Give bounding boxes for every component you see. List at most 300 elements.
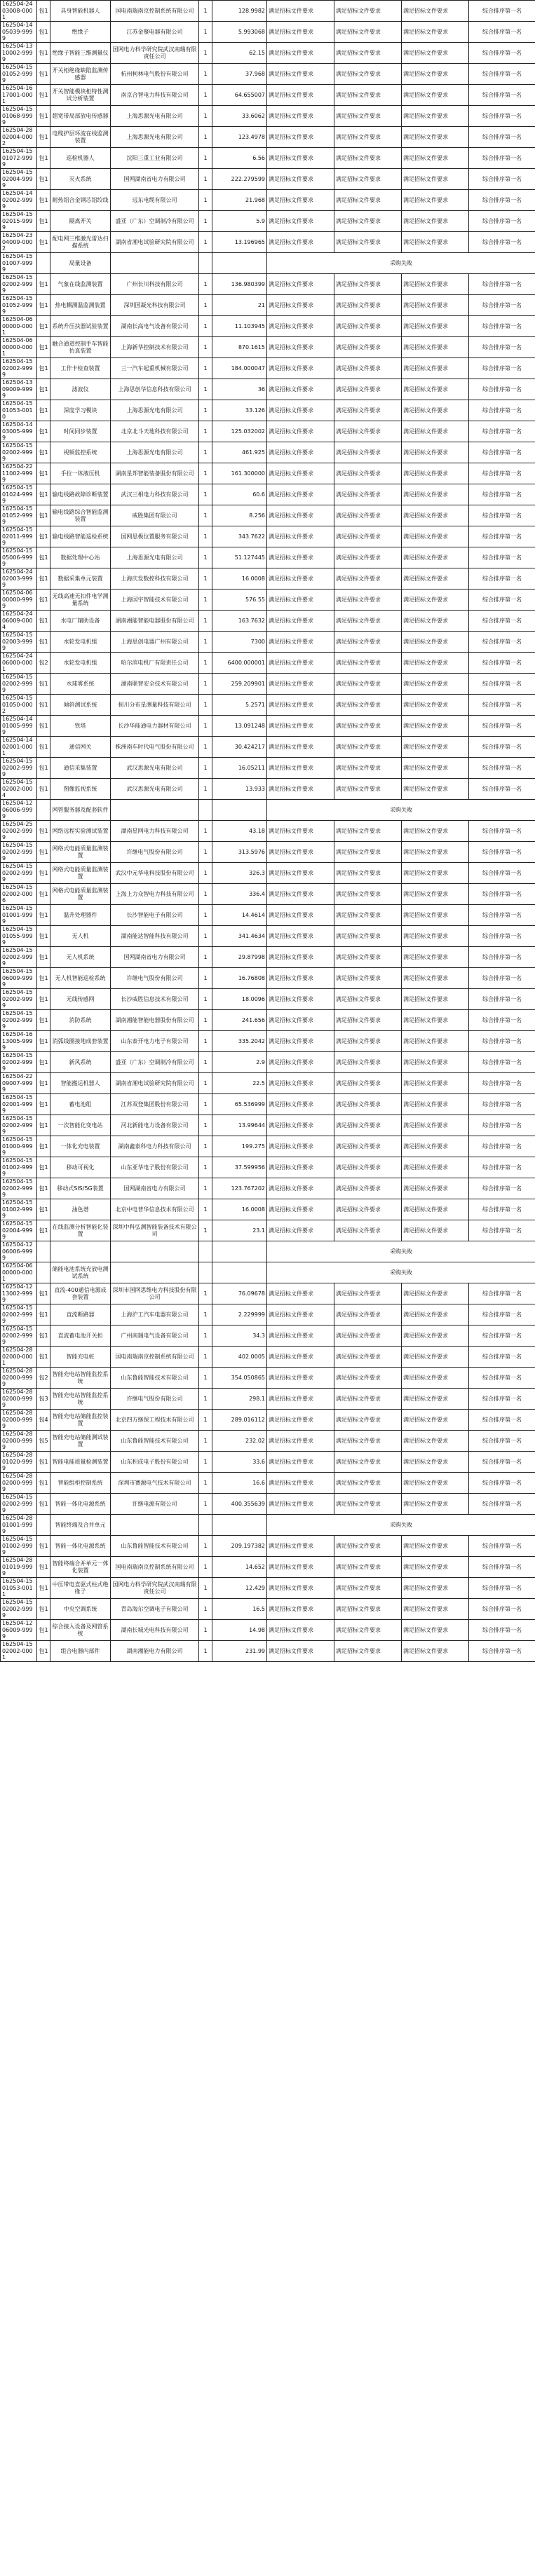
item-code: 162504-1405039-9999 (1, 22, 37, 43)
review-result-3: 满足招标文件要求 (402, 442, 469, 463)
ranking: 综合排序第一名 (469, 947, 535, 968)
review-result-2: 满足招标文件要求 (334, 989, 402, 1010)
table-row (1, 842, 535, 863)
item-code: 162504-1501053-0011 (1, 1578, 37, 1599)
ranking: 综合排序第一名 (469, 926, 535, 947)
bid-price: 576.55 (212, 590, 267, 611)
product-name: 开关柜绝缘缺陷监测传感器 (50, 64, 111, 85)
review-result-2: 满足招标文件要求 (334, 400, 402, 421)
procurement-status: 采购失败 (267, 1515, 535, 1536)
package-number: 包1 (37, 337, 50, 358)
review-result-1: 满足招标文件要求 (267, 1178, 334, 1199)
package-number: 包1 (37, 1283, 50, 1304)
bid-price: 21.968 (212, 190, 267, 211)
table-row (1, 106, 535, 127)
item-code: 162504-1501068-9999 (1, 106, 37, 127)
review-result-1: 满足招标文件要求 (267, 568, 334, 590)
table-row (1, 1178, 535, 1199)
bid-price: 336.4 (212, 884, 267, 905)
review-result-1: 满足招标文件要求 (267, 884, 334, 905)
package-number: 包1 (37, 1073, 50, 1094)
bid-price: 209.197382 (212, 1536, 267, 1557)
item-code: 162504-0600000-0001 (1, 337, 37, 358)
product-name: 无线高速无扣件电学测量系统 (50, 590, 111, 611)
supplier-name: 湖南湘能智能电器股份有限公司 (111, 1010, 199, 1031)
product-name: 手拉一体液压机 (50, 463, 111, 484)
ranking: 综合排序第一名 (469, 863, 535, 884)
ranking: 综合排序第一名 (469, 1052, 535, 1073)
bid-price: 326.3 (212, 863, 267, 884)
review-result-3: 满足招标文件要求 (402, 1536, 469, 1557)
package-number: 包1 (37, 1620, 50, 1641)
product-name: 热电耦测温监测装置 (50, 295, 111, 316)
review-result-1: 满足招标文件要求 (267, 947, 334, 968)
product-name: 一体化充电装置 (50, 1136, 111, 1157)
review-result-1: 满足招标文件要求 (267, 968, 334, 989)
table-row (1, 716, 535, 737)
package-number: 包1 (37, 526, 50, 547)
supplier-name: 国网电力科学研究院武汉南瑞有限责任公司 (111, 43, 199, 64)
bid-price: 289.016112 (212, 1410, 267, 1431)
item-code: 162504-1502002-0004 (1, 779, 37, 800)
review-result-3: 满足招标文件要求 (402, 716, 469, 737)
quantity: 1 (199, 442, 212, 463)
procurement-status: 采购失败 (267, 800, 535, 821)
supplier-name: 国网电力科学研究院武汉南瑞有限责任公司 (111, 1578, 199, 1599)
package-number: 包1 (37, 611, 50, 632)
package-number: 包1 (37, 169, 50, 190)
supplier-name: 许继电气股份有限公司 (111, 968, 199, 989)
review-result-2: 满足招标文件要求 (334, 1536, 402, 1557)
review-result-1: 满足招标文件要求 (267, 421, 334, 442)
ranking: 综合排序第一名 (469, 148, 535, 169)
item-code: 162504-1501024-9999 (1, 484, 37, 505)
review-result-2: 满足招标文件要求 (334, 1347, 402, 1368)
review-result-3: 满足招标文件要求 (402, 526, 469, 547)
supplier-name: 上海思源光电有限公司 (111, 400, 199, 421)
product-name: 水电厂辅助设备 (50, 611, 111, 632)
package-number: 包1 (37, 1178, 50, 1199)
review-result-2: 满足招标文件要求 (334, 1641, 402, 1662)
bid-price: 62.15 (212, 43, 267, 64)
supplier-name (111, 1241, 199, 1262)
bid-price: 2.229999 (212, 1304, 267, 1326)
bid-price: 14.652 (212, 1557, 267, 1578)
item-code: 162504-1502002-9999 (1, 1326, 37, 1347)
item-code: 162504-2802000-9999 (1, 1368, 37, 1389)
ranking: 综合排序第一名 (469, 758, 535, 779)
package-number: 包1 (37, 863, 50, 884)
review-result-2: 满足招标文件要求 (334, 884, 402, 905)
package-number (37, 1241, 50, 1262)
review-result-2: 满足招标文件要求 (334, 463, 402, 484)
review-result-3: 满足招标文件要求 (402, 85, 469, 106)
review-result-1: 满足招标文件要求 (267, 484, 334, 505)
package-number: 包1 (37, 1136, 50, 1157)
package-number: 包1 (37, 1347, 50, 1368)
supplier-name: 上海庆发数控科技有限公司 (111, 568, 199, 590)
ranking: 综合排序第一名 (469, 1494, 535, 1515)
table-row (1, 989, 535, 1010)
supplier-name: 湖南星网电力科技有限公司 (111, 821, 199, 842)
bid-price: 60.6 (212, 484, 267, 505)
review-result-1: 满足招标文件要求 (267, 358, 334, 379)
table-row (1, 779, 535, 800)
product-name: 绝缘子 (50, 22, 111, 43)
package-number: 包1 (37, 905, 50, 926)
quantity: 1 (199, 421, 212, 442)
package-number: 包1 (37, 1304, 50, 1326)
table-row (1, 1599, 535, 1620)
bid-price: 18.0096 (212, 989, 267, 1010)
supplier-name (111, 1515, 199, 1536)
review-result-1: 满足招标文件要求 (267, 505, 334, 526)
product-name: 新风系统 (50, 1052, 111, 1073)
item-code: 162504-2802000-9999 (1, 1389, 37, 1410)
ranking: 综合排序第一名 (469, 232, 535, 253)
bid-price (212, 1515, 267, 1536)
quantity: 1 (199, 1115, 212, 1136)
supplier-name: 武汉思源光电有限公司 (111, 779, 199, 800)
quantity: 1 (199, 43, 212, 64)
quantity: 1 (199, 947, 212, 968)
ranking: 综合排序第一名 (469, 716, 535, 737)
bid-price: 37.968 (212, 64, 267, 85)
quantity: 1 (199, 358, 212, 379)
table-row (1, 43, 535, 64)
review-result-1: 满足招标文件要求 (267, 842, 334, 863)
ranking: 综合排序第一名 (469, 1536, 535, 1557)
ranking: 综合排序第一名 (469, 1220, 535, 1241)
review-result-1: 满足招标文件要求 (267, 1599, 334, 1620)
supplier-name: 湖南能达智能科技有限公司 (111, 926, 199, 947)
table-row (1, 926, 535, 947)
ranking: 综合排序第一名 (469, 1620, 535, 1641)
package-number: 包1 (37, 1010, 50, 1031)
review-result-2: 满足招标文件要求 (334, 568, 402, 590)
bid-price: 13.091248 (212, 716, 267, 737)
quantity: 1 (199, 653, 212, 674)
package-number: 包1 (37, 148, 50, 169)
ranking: 综合排序第一名 (469, 1283, 535, 1304)
review-result-2: 满足招标文件要求 (334, 358, 402, 379)
product-name: 网络远程实验测试装置 (50, 821, 111, 842)
product-name: 一次智能化变电站 (50, 1115, 111, 1136)
review-result-3: 满足招标文件要求 (402, 695, 469, 716)
ranking: 综合排序第一名 (469, 1073, 535, 1094)
quantity: 1 (199, 968, 212, 989)
review-result-2: 满足招标文件要求 (334, 421, 402, 442)
product-name: 无人机智能巡检系统 (50, 968, 111, 989)
bid-price: 341.4634 (212, 926, 267, 947)
table-row (1, 1515, 535, 1536)
item-code: 162504-1501002-9999 (1, 1157, 37, 1178)
procurement-status: 采购失败 (267, 253, 535, 274)
item-code: 162504-1502001-9999 (1, 1094, 37, 1115)
table-row (1, 1262, 535, 1283)
item-code: 162504-1502002-0001 (1, 1641, 37, 1662)
supplier-name (111, 1262, 199, 1283)
quantity: 1 (199, 148, 212, 169)
ranking: 综合排序第一名 (469, 884, 535, 905)
review-result-2: 满足招标文件要求 (334, 1052, 402, 1073)
supplier-name: 上海新华控制技术有限公司 (111, 337, 199, 358)
ranking: 综合排序第一名 (469, 1326, 535, 1347)
product-name: 无线传感网 (50, 989, 111, 1010)
product-name: 温升处理器件 (50, 905, 111, 926)
review-result-2: 满足招标文件要求 (334, 43, 402, 64)
review-result-3: 满足招标文件要求 (402, 1178, 469, 1199)
review-result-2: 满足招标文件要求 (334, 1389, 402, 1410)
bid-price: 136.980399 (212, 274, 267, 295)
bid-price: 222.279599 (212, 169, 267, 190)
review-result-2: 满足招标文件要求 (334, 905, 402, 926)
review-result-1: 满足招标文件要求 (267, 1, 334, 22)
quantity (199, 1241, 212, 1262)
review-result-3: 满足招标文件要求 (402, 758, 469, 779)
product-name: 网络式电能质量监测装置 (50, 863, 111, 884)
supplier-name: 上海思创电器广州有限公司 (111, 632, 199, 653)
package-number: 包1 (37, 716, 50, 737)
item-code: 162504-2801001-9999 (1, 1515, 37, 1536)
quantity: 1 (199, 106, 212, 127)
bid-price: 16.05211 (212, 758, 267, 779)
ranking: 综合排序第一名 (469, 1410, 535, 1431)
table-row (1, 1199, 535, 1220)
product-name: 铁塔 (50, 716, 111, 737)
item-code: 162504-1502002-9999 (1, 842, 37, 863)
review-result-1: 满足招标文件要求 (267, 463, 334, 484)
ranking: 综合排序第一名 (469, 1452, 535, 1473)
package-number: 包1 (37, 1536, 50, 1557)
bid-price: 298.1 (212, 1389, 267, 1410)
supplier-name: 武汉三相电力科技有限公司 (111, 484, 199, 505)
bid-price: 14.98 (212, 1620, 267, 1641)
review-result-3: 满足招标文件要求 (402, 842, 469, 863)
bid-price (212, 800, 267, 821)
quantity: 1 (199, 463, 212, 484)
package-number: 包1 (37, 1157, 50, 1178)
supplier-name: 长沙威胜信息技术有限公司 (111, 989, 199, 1010)
product-name: 灭火系统 (50, 169, 111, 190)
bid-price (212, 1262, 267, 1283)
product-name: 绝缘子智能三维测量仪 (50, 43, 111, 64)
table-row (1, 884, 535, 905)
item-code: 162504-1206009-9999 (1, 1620, 37, 1641)
ranking: 综合排序第一名 (469, 1115, 535, 1136)
review-result-1: 满足招标文件要求 (267, 64, 334, 85)
review-result-1: 满足招标文件要求 (267, 400, 334, 421)
package-number: 包1 (37, 695, 50, 716)
table-row (1, 674, 535, 695)
review-result-3: 满足招标文件要求 (402, 1010, 469, 1031)
table-row (1, 568, 535, 590)
review-result-1: 满足招标文件要求 (267, 653, 334, 674)
bid-price: 354.050865 (212, 1368, 267, 1389)
bid-price: 13.196965 (212, 232, 267, 253)
review-result-3: 满足招标文件要求 (402, 1326, 469, 1347)
supplier-name: 湖南省湘电试验研究院有限公司 (111, 1073, 199, 1094)
review-result-2: 满足招标文件要求 (334, 1115, 402, 1136)
review-result-3: 满足招标文件要求 (402, 1094, 469, 1115)
package-number: 包1 (37, 43, 50, 64)
review-result-1: 满足招标文件要求 (267, 1136, 334, 1157)
quantity: 1 (199, 1368, 212, 1389)
supplier-name: 许继电气股份有限公司 (111, 842, 199, 863)
bid-price: 64.655007 (212, 85, 267, 106)
table-row (1, 737, 535, 758)
product-name: 消弧线圈接地成套装置 (50, 1031, 111, 1052)
package-number: 包1 (37, 358, 50, 379)
product-name: 数据采集单元装置 (50, 568, 111, 590)
supplier-name: 上海思源光电有限公司 (111, 127, 199, 148)
product-name: 蓄电池组 (50, 1094, 111, 1115)
quantity: 1 (199, 1157, 212, 1178)
table-row (1, 64, 535, 85)
quantity: 1 (199, 505, 212, 526)
review-result-2: 满足招标文件要求 (334, 1178, 402, 1199)
quantity: 1 (199, 169, 212, 190)
ranking: 综合排序第一名 (469, 169, 535, 190)
review-result-1: 满足招标文件要求 (267, 1304, 334, 1326)
review-result-1: 满足招标文件要求 (267, 526, 334, 547)
package-number: 包2 (37, 653, 50, 674)
ranking: 综合排序第一名 (469, 190, 535, 211)
package-number: 包1 (37, 106, 50, 127)
package-number: 包1 (37, 1452, 50, 1473)
supplier-name: 国网湖南省电力有限公司 (111, 947, 199, 968)
item-code: 162504-1502002-9999 (1, 989, 37, 1010)
bid-price (212, 1241, 267, 1262)
review-result-3: 满足招标文件要求 (402, 1199, 469, 1220)
review-result-1: 满足招标文件要求 (267, 379, 334, 400)
quantity: 1 (199, 1347, 212, 1368)
supplier-name: 国电南瑞南京控制系统有限公司 (111, 1347, 199, 1368)
package-number: 包1 (37, 568, 50, 590)
item-code: 162504-1502002-9999 (1, 1178, 37, 1199)
table-row (1, 1620, 535, 1641)
review-result-1: 满足招标文件要求 (267, 211, 334, 232)
review-result-3: 满足招标文件要求 (402, 463, 469, 484)
package-number: 包1 (37, 1115, 50, 1136)
review-result-2: 满足招标文件要求 (334, 947, 402, 968)
item-code: 162504-1501052-9999 (1, 64, 37, 85)
item-code: 162504-1501052-9999 (1, 505, 37, 526)
review-result-2: 满足招标文件要求 (334, 695, 402, 716)
item-code: 162504-1310002-9999 (1, 43, 37, 64)
ranking: 综合排序第一名 (469, 1431, 535, 1452)
package-number: 包1 (37, 232, 50, 253)
supplier-name: 湖南鑫泰科电力科技有限公司 (111, 1136, 199, 1157)
review-result-3: 满足招标文件要求 (402, 1557, 469, 1578)
review-result-1: 满足招标文件要求 (267, 1220, 334, 1241)
ranking: 综合排序第一名 (469, 1178, 535, 1199)
bid-price: 37.599956 (212, 1157, 267, 1178)
table-row (1, 1094, 535, 1115)
review-result-3: 满足招标文件要求 (402, 1599, 469, 1620)
supplier-name: 损川分布星测量科技有限公司 (111, 695, 199, 716)
review-result-2: 满足招标文件要求 (334, 1410, 402, 1431)
supplier-name: 江苏金聚电器有限公司 (111, 22, 199, 43)
review-result-1: 满足招标文件要求 (267, 1431, 334, 1452)
review-result-3: 满足招标文件要求 (402, 1115, 469, 1136)
review-result-2: 满足招标文件要求 (334, 211, 402, 232)
product-name: 滤波仪 (50, 379, 111, 400)
ranking: 综合排序第一名 (469, 1641, 535, 1662)
item-code: 162504-1501055-9999 (1, 926, 37, 947)
package-number: 包1 (37, 1557, 50, 1578)
review-result-1: 满足招标文件要求 (267, 106, 334, 127)
product-name: 在线监测分析智能化装置 (50, 1220, 111, 1241)
ranking: 综合排序第一名 (469, 358, 535, 379)
quantity: 1 (199, 1578, 212, 1599)
package-number: 包1 (37, 1641, 50, 1662)
table-row (1, 1452, 535, 1473)
quantity: 1 (199, 884, 212, 905)
product-name: 视频监控系统 (50, 442, 111, 463)
item-code: 162504-2801019-9999 (1, 1557, 37, 1578)
review-result-1: 满足招标文件要求 (267, 1473, 334, 1494)
review-result-2: 满足招标文件要求 (334, 64, 402, 85)
bid-price: 21 (212, 295, 267, 316)
item-code: 162504-1502015-9999 (1, 211, 37, 232)
supplier-name: 山东积成电子股份有限公司 (111, 1452, 199, 1473)
review-result-2: 满足招标文件要求 (334, 968, 402, 989)
bid-price: 13.99644 (212, 1115, 267, 1136)
ranking: 综合排序第一名 (469, 274, 535, 295)
bid-price: 343.7622 (212, 526, 267, 547)
bid-price: 16.0008 (212, 568, 267, 590)
review-result-1: 满足招标文件要求 (267, 337, 334, 358)
table-row (1, 758, 535, 779)
bid-price: 184.000047 (212, 358, 267, 379)
quantity: 1 (199, 1, 212, 22)
ranking: 综合排序第一名 (469, 1199, 535, 1220)
review-result-3: 满足招标文件要求 (402, 1073, 469, 1094)
review-result-3: 满足招标文件要求 (402, 1220, 469, 1241)
bid-price: 402.0005 (212, 1347, 267, 1368)
item-code: 162504-1502002-9999 (1, 758, 37, 779)
quantity: 1 (199, 1473, 212, 1494)
table-row (1, 337, 535, 358)
review-result-3: 满足招标文件要求 (402, 190, 469, 211)
review-result-3: 满足招标文件要求 (402, 821, 469, 842)
item-code: 162504-0600000-9999 (1, 590, 37, 611)
review-result-1: 满足招标文件要求 (267, 1073, 334, 1094)
product-name: 时间同步装置 (50, 421, 111, 442)
product-name: 耐热铝合金钢芯铝绞线 (50, 190, 111, 211)
review-result-2: 满足招标文件要求 (334, 1073, 402, 1094)
table-row (1, 863, 535, 884)
product-name: 工作卡检查装置 (50, 358, 111, 379)
review-result-2: 满足招标文件要求 (334, 590, 402, 611)
ranking: 综合排序第一名 (469, 695, 535, 716)
product-name: 水轮发电机组 (50, 632, 111, 653)
item-code: 162504-1501002-9999 (1, 1536, 37, 1557)
table-row (1, 421, 535, 442)
supplier-name: 湖南湘能电力有限公司 (111, 1641, 199, 1662)
review-result-1: 满足招标文件要求 (267, 737, 334, 758)
review-result-3: 满足招标文件要求 (402, 484, 469, 505)
quantity: 1 (199, 400, 212, 421)
item-code: 162504-2211002-9999 (1, 463, 37, 484)
product-name: 智能一体化电源系统 (50, 1494, 111, 1515)
procurement-status: 采购失败 (267, 1262, 535, 1283)
review-result-1: 满足招标文件要求 (267, 758, 334, 779)
ranking: 综合排序第一名 (469, 106, 535, 127)
supplier-name: 武汉思源光电有限公司 (111, 758, 199, 779)
bid-price: 29.87998 (212, 947, 267, 968)
